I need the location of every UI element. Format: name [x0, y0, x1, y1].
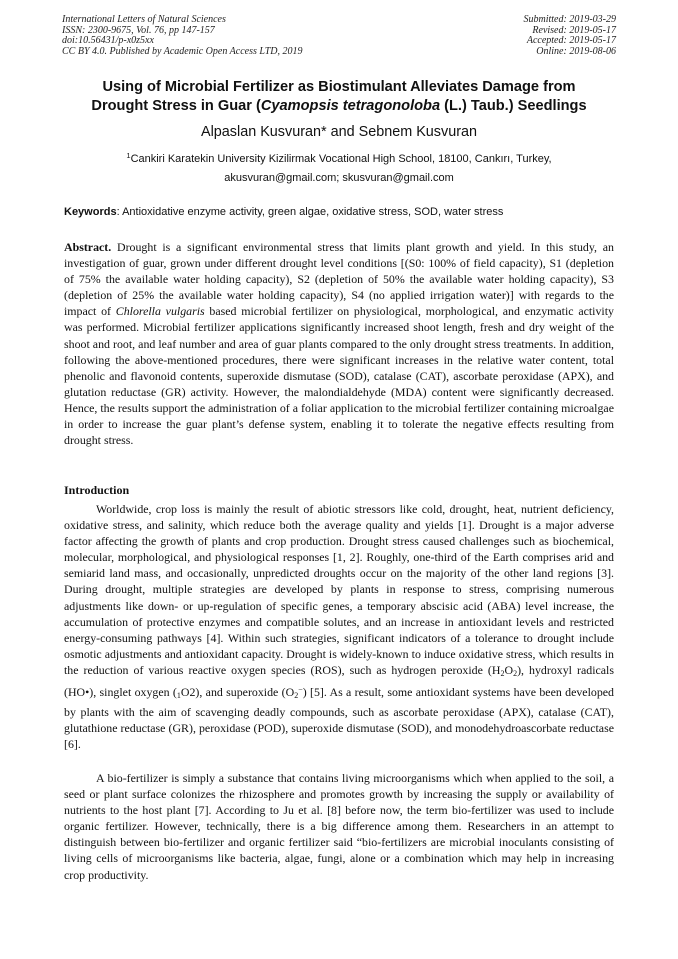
intro-paragraph-2: A bio-fertilizer is simply a substance that contains living microorganisms which when applied to the soil, a seed or plant surface colonizes the rhizosphere and promotes growth by increasing the supply or availability of nutrients to the host plant [7]. According to Ju et al. [8] before now, the term bio-fertilizer was used to include organic fertilizer. However, technically, there is a big difference among them. Researchers in an attempt to distinguish between bio-fertilizer and organic fertilizer said “bio-fertilizers are microbial inoculants consisting of living cells of microorganisms like bacteria, algae, fungi, alone or a combination which may help in increasing crop productivity.: [64, 771, 614, 882]
title-line-2: [40, 97, 638, 116]
p1-sup-minus: −: [298, 685, 303, 695]
affiliation-text: Cankiri Karatekin University Kizilirmak Vocational High School, 18100, Cankırı, Turkey,: [130, 153, 552, 165]
p1-text-c: O2), and superoxide (O: [180, 685, 295, 700]
keywords: [64, 205, 624, 219]
p1-sub-1: 1: [176, 691, 181, 701]
author-emails[interactable]: akusvuran@gmail.com; skusvuran@gmail.com: [224, 172, 454, 184]
journal-header-right: [524, 15, 617, 57]
affiliation: [0, 149, 678, 166]
abstract-species: Chlorella vulgaris: [115, 304, 205, 319]
journal-license: CC BY 4.0. Published by Academic Open Access LTD, 2019: [62, 45, 303, 57]
keywords-label: Keywords: [64, 206, 117, 218]
journal-header-left: [62, 15, 303, 57]
section-heading-introduction: Introduction: [64, 483, 130, 497]
affiliation-mark: 1: [126, 151, 131, 160]
revised-date: Revised: 2019-05-17: [532, 24, 616, 36]
title-line-2-end: (L.) Taub.) Seedlings: [440, 98, 587, 114]
p1-o: O: [504, 662, 514, 677]
keywords-text: : Antioxidative enzyme activity, green algae, oxidative stress, SOD, water stress: [116, 206, 504, 218]
author-list: Alpaslan Kusvuran* and Sebnem Kusvuran: [201, 124, 477, 140]
title-species-name: Cyamopsis tetragonoloba: [260, 98, 441, 114]
paper-title: [40, 78, 638, 116]
p1-text-d: ) [5]. As a result, some antioxidant systems have been developed by plants with the aim of scavenging deadly compounds, such as ascorbate peroxidase (APX), catalase (CAT), glutathione reductase (GR), peroxidase (POD), superoxide dismutase (SOD), and monodehydroascorbate reductase [6].: [64, 685, 614, 752]
journal-doi[interactable]: doi:10.56431/p-x0z5xx: [62, 35, 154, 47]
p1-sub-2c: 2: [294, 691, 299, 701]
abstract: [64, 239, 614, 448]
title-line-2-start: Drought Stress in Guar (: [91, 98, 261, 114]
p1-text-a: Worldwide, crop loss is mainly the result of abiotic stressors like cold, drought, heat, nutrient deficiency, oxidative stress, and salinity, which reduce both the average quality and yields [1]. Drought is a major adverse factor affecting the growth of plants and crop production. Drought stress caused challenges such as biochemical, molecular, morphological, and physiological responses [1, 2]. Roughly, one-third of the Earth comprises arid and semiarid land mass, and occasionally, unpredicted droughts occur on the majority of the other land regions [3]. During drought, multiple strategies are developed by plants in response to stress, comprising numerous adjustments like down- or up-regulation of specific genes, a temporary abscisic acid (ABA) level increase, the accumulation of protective enzymes and compatible solutes, and an increase in antioxidant levels and restricted energy-consuming pathways [4]. Within such strategies, significant indicators of a tolerance to drought include osmotic adjustments and antioxidant capacity. Drought is widely-known to induce oxidative stress, which results in the reduction of various reactive oxygen species (ROS), such as hydrogen peroxide (H: [64, 502, 614, 677]
p1-text-b: ), hydroxyl radicals (HO•), singlet oxygen (: [64, 662, 614, 700]
p1-sub-2b: 2: [513, 668, 518, 678]
abstract-text-a: Drought is a significant environmental stress that limits plant growth and yield. In this study, an investigation of guar, grown under different drought level conditions [(S0: 100% of field capacity), S1 (depletion of 75% the available water holding capacity), S2 (depletion of 50% the available water holding capacity), S3 (depletion of 25% the available water holding capacity), S4 (no applied irrigation water)] with regards to the impact of: [64, 240, 614, 319]
journal-issn: ISSN: 2300-9675, Vol. 76, pp 147-157: [62, 24, 215, 36]
submitted-date: Submitted: 2019-03-29: [523, 14, 616, 25]
abstract-label: Abstract.: [64, 240, 112, 254]
p1-sub-2a: 2: [500, 668, 505, 678]
abstract-text-b: based microbial fertilizer on physiological, morphological, and enzymatic activity was performed. Microbial fertilizer applications significantly increased shoot length, fresh and dry weight of the shoot and root, and leaf number and area of guar plants compared to the only drought stress treatments. In addition, following the above-mentioned procedures, there were significant increases in the relative water content, total phenolic and flavonoid contents, superoxide dismutase (SOD), catalase (CAT), ascorbate peroxidase (APX), and glutation reductase (GR) activity. However, the malondialdehyde (MDA) content were significantly decreased. Hence, the results support the administration of a foliar application to the microbial fertilizer containing microalgae in order to increase the guar plant’s defense system, enabling it to tolerate the negative effects resulting from drought stress.: [64, 304, 614, 448]
online-date: Online: 2019-08-06: [536, 45, 616, 57]
journal-name: International Letters of Natural Sciences: [62, 14, 226, 25]
intro-paragraph-1: [64, 501, 614, 752]
accepted-date: Accepted: 2019-05-17: [526, 35, 616, 47]
title-line-1: Using of Microbial Fertilizer as Biostimulant Alleviates Damage from: [102, 79, 576, 95]
